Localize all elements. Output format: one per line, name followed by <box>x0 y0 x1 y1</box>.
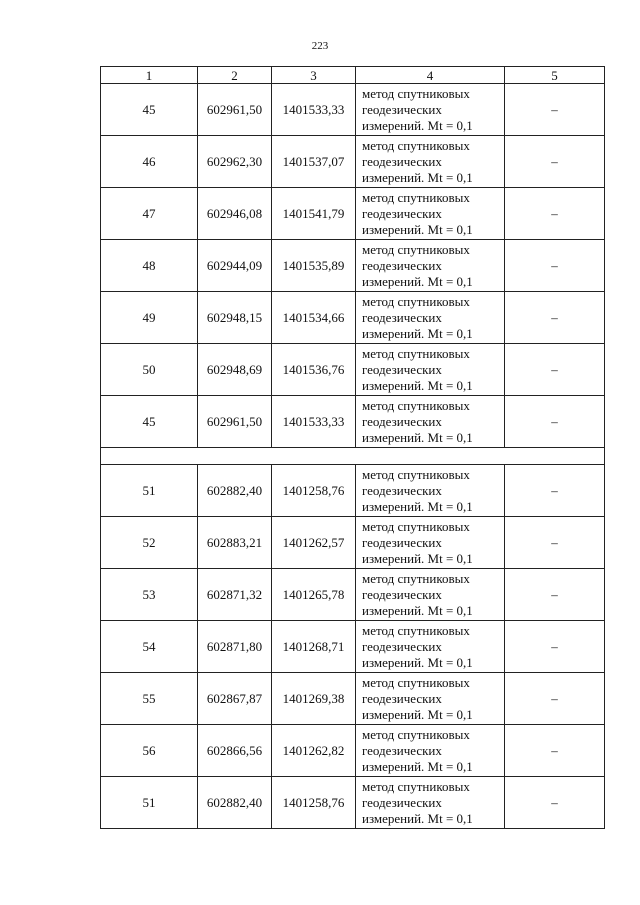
method-line: измерений. Mt = 0,1 <box>362 602 473 618</box>
method-line: измерений. Mt = 0,1 <box>362 706 473 722</box>
note-cell: – <box>505 725 605 777</box>
x-coordinate-cell: 602867,87 <box>198 673 272 725</box>
column-header-1: 1 <box>101 67 198 84</box>
method-line: геодезических <box>362 413 442 429</box>
method-line: геодезических <box>362 309 442 325</box>
column-header-3: 3 <box>272 67 356 84</box>
method-line: геодезических <box>362 361 442 377</box>
method-line: измерений. Mt = 0,1 <box>362 169 473 185</box>
y-coordinate-cell: 1401533,33 <box>272 396 356 448</box>
note-cell: – <box>505 569 605 621</box>
method-line: измерений. Mt = 0,1 <box>362 550 473 566</box>
y-coordinate-cell: 1401534,66 <box>272 292 356 344</box>
method-line: геодезических <box>362 482 442 498</box>
group-separator-row <box>101 448 605 465</box>
y-coordinate-cell: 1401262,57 <box>272 517 356 569</box>
method-line: геодезических <box>362 742 442 758</box>
table-row <box>101 344 605 396</box>
method-line: метод спутниковых <box>362 778 470 794</box>
method-line: геодезических <box>362 534 442 550</box>
table-header-row <box>101 67 605 84</box>
method-cell <box>356 240 505 292</box>
point-number-cell: 49 <box>101 292 198 344</box>
point-number-cell: 55 <box>101 673 198 725</box>
x-coordinate-cell: 602871,80 <box>198 621 272 673</box>
method-cell <box>356 84 505 136</box>
method-line: метод спутниковых <box>362 674 470 690</box>
x-coordinate-cell: 602946,08 <box>198 188 272 240</box>
note-cell: – <box>505 344 605 396</box>
point-number-cell: 53 <box>101 569 198 621</box>
point-number-cell: 51 <box>101 465 198 517</box>
table-row <box>101 396 605 448</box>
point-number-cell: 54 <box>101 621 198 673</box>
y-coordinate-cell: 1401541,79 <box>272 188 356 240</box>
method-line: метод спутниковых <box>362 570 470 586</box>
table-row <box>101 725 605 777</box>
method-line: метод спутниковых <box>362 189 470 205</box>
x-coordinate-cell: 602961,50 <box>198 84 272 136</box>
note-cell: – <box>505 777 605 829</box>
method-cell <box>356 188 505 240</box>
column-header-2: 2 <box>198 67 272 84</box>
method-line: измерений. Mt = 0,1 <box>362 325 473 341</box>
method-cell <box>356 136 505 188</box>
y-coordinate-cell: 1401262,82 <box>272 725 356 777</box>
table-row <box>101 569 605 621</box>
table-row <box>101 621 605 673</box>
coordinates-table-body <box>101 67 605 829</box>
method-line: геодезических <box>362 153 442 169</box>
y-coordinate-cell: 1401265,78 <box>272 569 356 621</box>
x-coordinate-cell: 602866,56 <box>198 725 272 777</box>
method-cell <box>356 344 505 396</box>
method-line: измерений. Mt = 0,1 <box>362 221 473 237</box>
point-number-cell: 45 <box>101 396 198 448</box>
x-coordinate-cell: 602948,15 <box>198 292 272 344</box>
table-row <box>101 777 605 829</box>
note-cell: – <box>505 517 605 569</box>
method-line: метод спутниковых <box>362 518 470 534</box>
table-row <box>101 292 605 344</box>
y-coordinate-cell: 1401536,76 <box>272 344 356 396</box>
method-line: геодезических <box>362 205 442 221</box>
method-cell <box>356 725 505 777</box>
column-header-4: 4 <box>356 67 505 84</box>
point-number-cell: 52 <box>101 517 198 569</box>
method-line: метод спутниковых <box>362 85 470 101</box>
x-coordinate-cell: 602882,40 <box>198 777 272 829</box>
page-number: 223 <box>311 40 329 52</box>
table-row <box>101 517 605 569</box>
table-row <box>101 673 605 725</box>
y-coordinate-cell: 1401269,38 <box>272 673 356 725</box>
method-line: геодезических <box>362 794 442 810</box>
point-number-cell: 46 <box>101 136 198 188</box>
y-coordinate-cell: 1401535,89 <box>272 240 356 292</box>
method-line: метод спутниковых <box>362 622 470 638</box>
table-row <box>101 136 605 188</box>
method-cell <box>356 292 505 344</box>
y-coordinate-cell: 1401258,76 <box>272 465 356 517</box>
method-line: геодезических <box>362 257 442 273</box>
method-cell <box>356 673 505 725</box>
table-row <box>101 84 605 136</box>
method-line: измерений. Mt = 0,1 <box>362 654 473 670</box>
x-coordinate-cell: 602961,50 <box>198 396 272 448</box>
x-coordinate-cell: 602948,69 <box>198 344 272 396</box>
coordinates-table <box>100 66 605 829</box>
x-coordinate-cell: 602962,30 <box>198 136 272 188</box>
table-row <box>101 188 605 240</box>
table-row <box>101 240 605 292</box>
method-cell <box>356 396 505 448</box>
y-coordinate-cell: 1401533,33 <box>272 84 356 136</box>
group-separator-cell <box>101 448 605 465</box>
method-line: метод спутниковых <box>362 726 470 742</box>
point-number-cell: 47 <box>101 188 198 240</box>
method-line: метод спутниковых <box>362 397 470 413</box>
y-coordinate-cell: 1401537,07 <box>272 136 356 188</box>
x-coordinate-cell: 602871,32 <box>198 569 272 621</box>
note-cell: – <box>505 396 605 448</box>
x-coordinate-cell: 602944,09 <box>198 240 272 292</box>
point-number-cell: 51 <box>101 777 198 829</box>
method-line: геодезических <box>362 586 442 602</box>
method-cell <box>356 777 505 829</box>
point-number-cell: 50 <box>101 344 198 396</box>
method-cell <box>356 569 505 621</box>
table-row <box>101 465 605 517</box>
method-line: измерений. Mt = 0,1 <box>362 758 473 774</box>
note-cell: – <box>505 136 605 188</box>
note-cell: – <box>505 292 605 344</box>
method-line: метод спутниковых <box>362 345 470 361</box>
method-line: метод спутниковых <box>362 241 470 257</box>
method-line: измерений. Mt = 0,1 <box>362 429 473 445</box>
method-line: геодезических <box>362 690 442 706</box>
method-cell <box>356 465 505 517</box>
point-number-cell: 45 <box>101 84 198 136</box>
note-cell: – <box>505 465 605 517</box>
note-cell: – <box>505 240 605 292</box>
x-coordinate-cell: 602883,21 <box>198 517 272 569</box>
column-header-5: 5 <box>505 67 605 84</box>
method-line: измерений. Mt = 0,1 <box>362 377 473 393</box>
y-coordinate-cell: 1401268,71 <box>272 621 356 673</box>
method-line: геодезических <box>362 638 442 654</box>
note-cell: – <box>505 188 605 240</box>
method-line: измерений. Mt = 0,1 <box>362 273 473 289</box>
method-cell <box>356 517 505 569</box>
note-cell: – <box>505 84 605 136</box>
method-line: метод спутниковых <box>362 466 470 482</box>
note-cell: – <box>505 673 605 725</box>
x-coordinate-cell: 602882,40 <box>198 465 272 517</box>
point-number-cell: 56 <box>101 725 198 777</box>
method-line: метод спутниковых <box>362 293 470 309</box>
method-line: измерений. Mt = 0,1 <box>362 810 473 826</box>
y-coordinate-cell: 1401258,76 <box>272 777 356 829</box>
method-cell <box>356 621 505 673</box>
method-line: метод спутниковых <box>362 137 470 153</box>
note-cell: – <box>505 621 605 673</box>
method-line: измерений. Mt = 0,1 <box>362 498 473 514</box>
method-line: измерений. Mt = 0,1 <box>362 117 473 133</box>
method-line: геодезических <box>362 101 442 117</box>
point-number-cell: 48 <box>101 240 198 292</box>
